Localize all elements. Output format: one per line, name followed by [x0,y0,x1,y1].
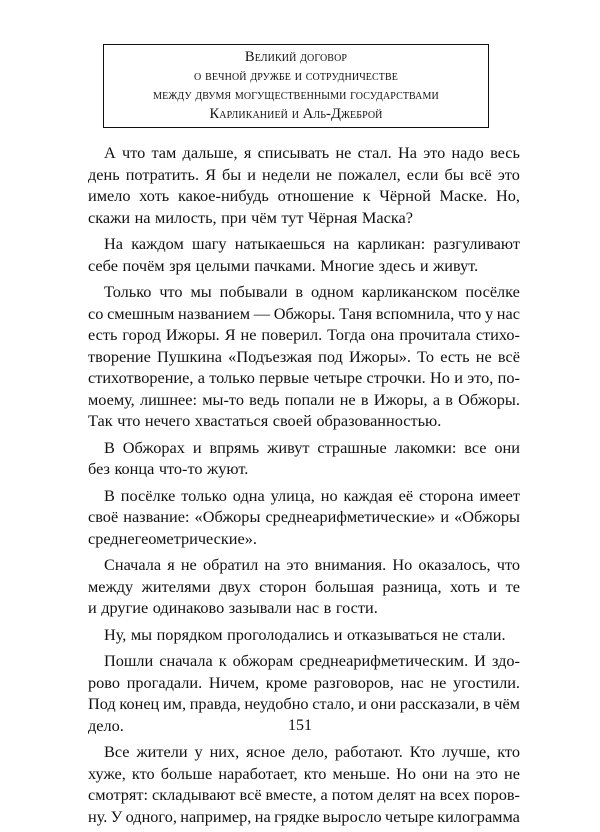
paragraph [88,233,520,276]
paragraph [88,624,520,646]
text-line: В Обжорах и впрямь живут страшные лакомки: все они [104,437,520,457]
paragraph [88,741,520,827]
text-line: Все жители у них, ясное дело, работают. Кто лучше, кто [104,742,520,761]
text-line: есть город Ижоры. Я не поверил. Тогда она прочитала стихо- [88,325,520,344]
text-line: моему, лишнее: мы-то ведь попали не в Ижоры, а в Обжоры. [88,389,520,409]
text-line: Так что нечего хвастаться своей образованностью. [88,411,442,430]
page-number: 151 [288,717,312,734]
text-line: среднегеометрические». [88,528,257,548]
text-line: между жителями двух сторон большая разница, хоть и те [88,576,520,596]
text-line: В посёлке только одна улица, но каждая её сторона имеет [104,485,520,505]
text-line: стихотворение, а только первые четыре строчки. Но и это, по- [88,368,520,387]
text-line: день потратить. Я бы и недели не пожалел, если бы всё это [88,164,520,184]
text-line: ну. У одного, например, на грядке выросло четыре килограмма [88,806,520,826]
title-line: о вечной дружбе и сотрудничестве [194,68,398,84]
text-line: своё название: «Обжоры среднеарифметические» и «Обжоры [88,507,520,526]
text-line: На каждом шагу натыкаешься на карликан: разгуливают [104,234,520,253]
paragraph [88,437,520,480]
text-line: без конца что-то жуют. [88,459,249,478]
text-line: дело. [88,715,124,735]
text-line: со смешным названием — Обжоры. Таня вспомнила, что у нас [88,303,520,323]
paragraph [88,281,520,432]
title-line: между двумя могущественными государствами [153,87,439,103]
text-line: Сначала я не обратил на это внимания. Но оказалось, что [104,555,520,574]
title-line: Карликанией и Аль-Джеброй [209,106,383,122]
text-line: творение Пушкина «Подъезжая под Ижоры». То есть не всё [88,346,520,366]
text-line: скажи на милость, при чём тут Чёрная Маска? [88,207,413,227]
text-line: Под конец им, правда, неудобно стало, и они рассказали, в чём [88,694,520,713]
text-line: Ну, мы порядком проголодались и отказываться не стали. [104,624,506,644]
text-line: имело хоть какое-нибудь отношение к Чёрной Маске. Но, [88,186,520,205]
paragraph [88,142,520,228]
text-line: себе почём зря целыми пачками. Многие здесь и живут. [88,255,479,275]
text-line: Пошли сначала к обжорам среднеарифметическим. И здо- [104,651,520,670]
text-line: и другие одинаково зазывали нас в гости. [88,598,378,617]
text-line: А что там дальше, я списывать не стал. На это надо весь [104,143,520,162]
treaty-title-box [103,44,489,128]
paragraph [88,485,520,550]
title-line: Великий договор [244,49,348,65]
paragraph [88,554,520,619]
text-line: хуже, кто больше наработает, кто меньше. Но они на это не [88,763,520,783]
text-line: Только что мы побывали в одном карликанском посёлке [104,282,520,301]
text-line: смотрят: складывают всё вместе, а потом делят на всех поров- [88,785,520,804]
text-line: рово прогадали. Ничем, кроме разговоров, нас не угостили. [88,672,520,692]
